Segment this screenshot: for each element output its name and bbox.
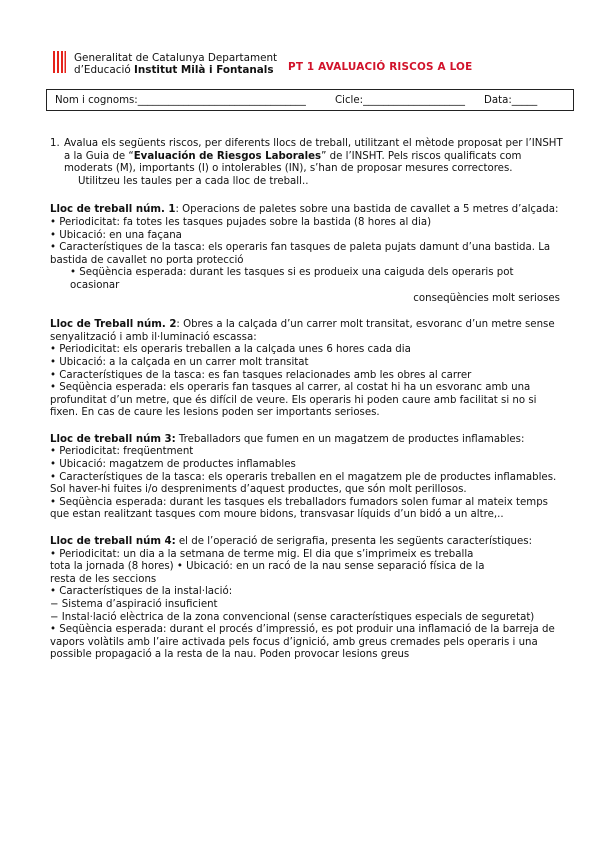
student-id-box <box>46 89 574 111</box>
section-4-line: • Seqüència esperada: durant el procés d’impressió, es pot produir una inflamació de la barreja de vapors volàtils amb l’aire activada pels focus d’ignició, amb greus cremades pels operaris i una possible propagació a la resta de la nau. Poden provocar lesions greus <box>50 624 555 661</box>
section-1-heading <box>50 204 564 217</box>
name-field[interactable]: Nom i cognoms:_________________________________ <box>55 95 306 106</box>
section-1-intro: : Operacions de paletes sobre una bastida de cavallet a 5 metres d’alçada: <box>175 204 559 216</box>
section-2-intro: : Obres a la calçada d’un carrer molt transitat, esvoranc d’un metre sense senyalització i amb il·luminació escassa: <box>50 319 555 343</box>
section-3-intro: Treballadors que fumen en un magatzem de productes inflamables: <box>175 433 525 445</box>
question-text-bold: Evaluación de Riesgos Laborales <box>133 150 322 162</box>
question-1 <box>50 138 564 188</box>
section-3-title: Lloc de treball núm 3: <box>50 433 176 445</box>
section-4-heading <box>50 536 564 549</box>
date-field[interactable]: Data:_____ <box>484 95 538 106</box>
cycle-field[interactable]: Cicle:____________________ <box>335 95 465 106</box>
section-1-line: conseqüències molt serioses <box>413 292 560 304</box>
section-1-line: • Periodicitat: fa totes les tasques pujades sobre la bastida (8 hores al dia) <box>50 216 432 228</box>
section-2-line: • Característiques de la tasca: es fan tasques relacionades amb les obres al carrer <box>50 369 472 381</box>
question-number: 1. <box>50 138 60 149</box>
section-1 <box>50 204 564 305</box>
section-4-intro: el de l’operació de serigrafia, presenta les següents característiques: <box>175 536 533 548</box>
section-4-line: • Característiques de la instal·lació: <box>50 586 233 598</box>
question-text <box>64 138 564 176</box>
section-4-line: − Instal·lació elèctrica de la zona convencional (sense característiques especials de seguretat) <box>50 611 535 623</box>
org-line-2 <box>74 64 274 76</box>
section-4 <box>50 536 564 662</box>
section-3 <box>50 434 564 522</box>
org-department: d’Educació <box>74 64 131 76</box>
question-text-b: ” de l’INSHT. Pels riscos qualificats com moderats (M), importants (I) o intolerables (IN), s’han de proposar mesures correctores. <box>64 150 522 175</box>
generalitat-logo-icon <box>52 51 66 73</box>
section-1-line: • Característiques de la tasca: els operaris fan tasques de paleta pujats damunt d’una bastida. La bastida de cavallet no porta protecció <box>50 242 551 266</box>
page-title: PT 1 AVALUACIÓ RISCOS A LOE <box>288 61 473 73</box>
section-4-line: • Periodicitat: un dia a la setmana de terme mig. El dia que s’imprimeix es treballa <box>50 548 474 560</box>
section-3-line: • Característiques de la tasca: els operaris treballen en el magatzem ple de productes inflamables. Sol haver-hi fuites i/o despreniments d’aquest productes, que són molt perillosos. <box>50 471 557 496</box>
document-body <box>50 138 564 662</box>
question-tip: Utilitzeu les taules per a cada lloc de treball.. <box>78 175 309 187</box>
section-3-line: • Periodicitat: freqüentment <box>50 446 194 458</box>
section-2-line: • Seqüència esperada: els operaris fan tasques al carrer, al costat hi ha un esvoranc amb una profunditat d’un metre, que és difícil de veure. Els operaris hi poden caure amb facilitat si no si fixen. En cas de caure les lesions poden ser importants serioses. <box>50 382 537 419</box>
document-header <box>52 51 562 77</box>
section-1-title: Lloc de treball núm. 1 <box>50 204 176 216</box>
section-2-title: Lloc de Treball núm. 2 <box>50 319 177 331</box>
section-2-heading <box>50 319 564 344</box>
org-institute: Institut Milà i Fontanals <box>134 64 274 76</box>
org-line-1: Generalitat de Catalunya Departament <box>74 52 278 64</box>
section-3-line: • Seqüència esperada: durant les tasques els treballadors fumadors solen fumar al mateix temps que estan realitzant tasques com moure bidons, transvasar líquids d’un bidó a un altre,.. <box>50 496 548 521</box>
section-3-line: • Ubicació: magatzem de productes inflamables <box>50 459 296 471</box>
organization-name <box>74 52 277 76</box>
section-4-title: Lloc de treball núm 4: <box>50 536 176 548</box>
section-2 <box>50 319 564 420</box>
section-2-line: • Periodicitat: els operaris treballen a la calçada unes 6 hores cada dia <box>50 344 411 356</box>
section-3-heading <box>50 434 564 447</box>
section-2-line: • Ubicació: a la calçada en un carrer molt transitat <box>50 356 309 368</box>
question-text-a: Avalua els següents riscos, per diferents llocs de treball, utilitzant el mètode proposat per l’INSHT a la Guia de “ <box>64 138 563 162</box>
section-1-line: • Seqüència esperada: durant les tasques si es produeix una caiguda dels operaris pot ocasionar <box>70 267 514 291</box>
section-4-line: resta de les seccions <box>50 573 157 585</box>
section-1-line: • Ubicació: en una façana <box>50 229 182 241</box>
section-4-line: − Sistema d’aspiració insuficient <box>50 599 218 610</box>
section-4-line: tota la jornada (8 hores) • Ubicació: en un racó de la nau sense separació física de la <box>50 561 485 573</box>
